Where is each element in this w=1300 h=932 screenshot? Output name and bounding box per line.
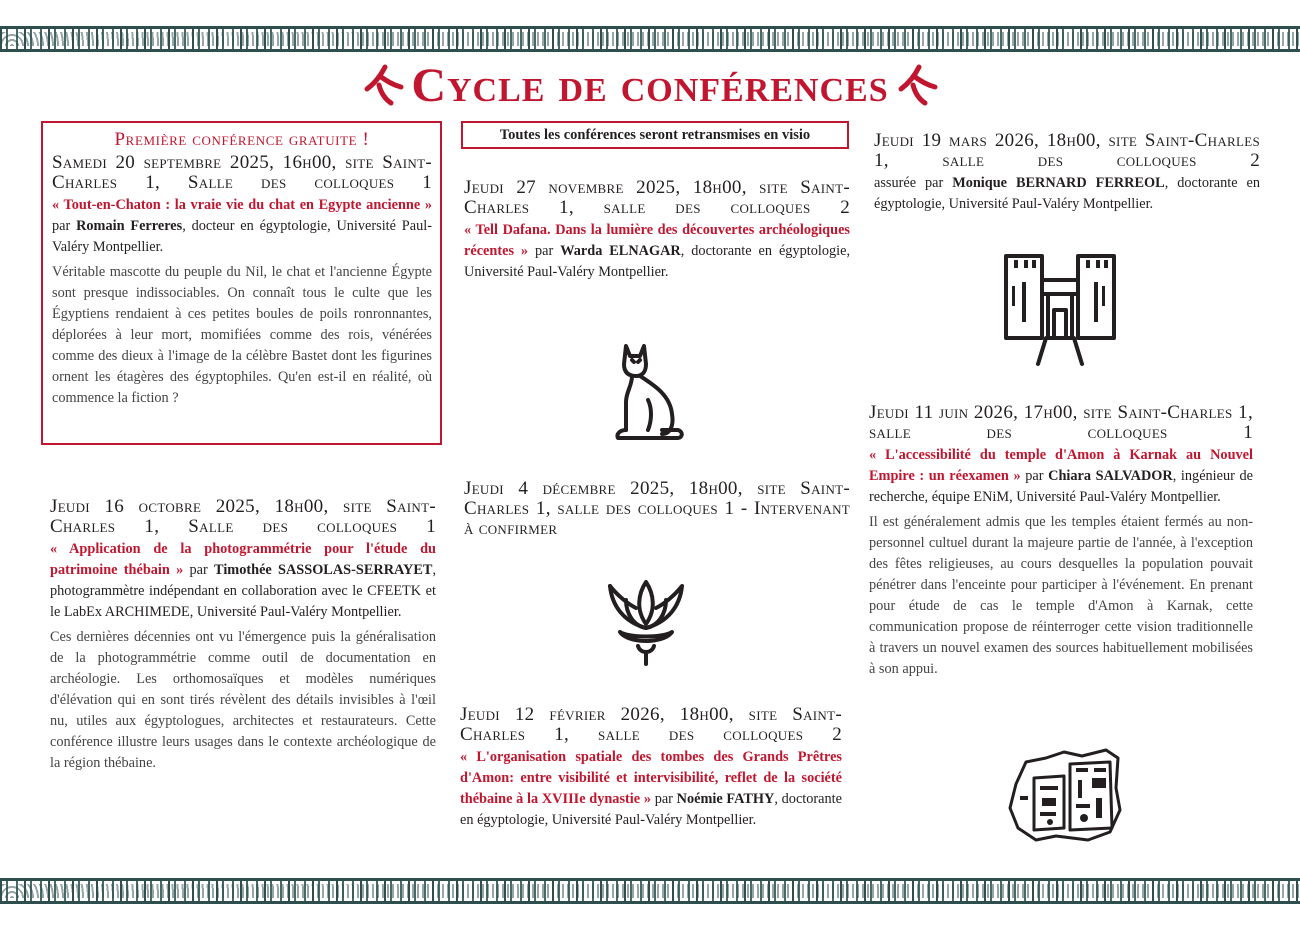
first-speaker: Romain Ferreres <box>76 218 183 234</box>
october-description: Ces dernières décennies ont vu l'émergence puis la généralisation de la photogrammétrie comme outil de documentation en archéologie. Les orthomosaïques et modèles numériques d'élévation qui en sont tirés révèlent des détails invisibles à l'œil nu, utiles aux égyptologues, architectes et restaurateurs. Cette conférence illustre leurs usages dans le contexte archéologique de la région thébaine. <box>50 629 436 771</box>
first-conference-date: Samedi 20 septembre 2025, 16h00, site Saint-Charles 1, Salle des colloques 1 <box>52 152 432 193</box>
june-description: Il est généralement admis que les temples étaient fermés au non-personnel cultuel durant la majeure partie de l'année, à l'exception des fêtes religieuses, au cours desquelles la population pouvait pénétrer dans l'enceinte pour participer à l'événement. En prenant pour étude de cas le temple d'Amon à Karnak, cette communication propose de réinterroger cette vision traditionnelle à travers un nouvel examen des sources habituellement mobilisées à son appui. <box>869 514 1253 677</box>
december-conference <box>464 479 850 539</box>
november-date: Jeudi 27 novembre 2025, 18h00, site Saint-Charles 1, salle des colloques 2 <box>464 177 850 218</box>
march-speaker: Monique BERNARD FERREOL <box>952 175 1165 191</box>
visio-notice: Toutes les conférences seront retransmises en visio <box>461 121 849 149</box>
march-date: Jeudi 19 mars 2026, 18h00, site Saint-Charles 1, salle des colloques 2 <box>874 130 1260 171</box>
temple-pylon-icon <box>1002 252 1118 368</box>
first-talk-title: « Tout-en-Chaton : la vraie vie du chat en Egypte ancienne » <box>52 197 432 213</box>
free-conference-header: Première conférence gratuite ! <box>114 129 370 150</box>
october-conference <box>50 497 436 774</box>
title-text: Cycle de conférences <box>411 59 889 112</box>
june-info: « L'accessibilité du temple d'Amon à Karnak au Nouvel Empire : un réexamen » par Chiara SALVADOR, ingénieur de recherche, équipe ENiM, Université Paul-Valéry Montpellier. <box>869 447 1254 505</box>
first-conference-description: Véritable mascotte du peuple du Nil, le chat et l'ancienne Égypte sont presque indissociables. On connaît tous le culte que les Égyptiens rendaient à ces petites boules de poils ronronnantes, déplorées à leur mort, momifiées comme des rois, vénérées comme des dieux à l'image de la célèbre Bastet dont les figurines ornent les étagères des égyptophiles. Qu'en est-il en réalité, où commence la fiction ? <box>52 264 432 406</box>
november-info: « Tell Dafana. Dans la lumière des découvertes archéologiques récentes » par Warda ELNAGAR, doctorante en égyptologie, Université Paul-Valéry Montpellier. <box>464 222 851 280</box>
bottom-decorative-border <box>0 878 1300 904</box>
december-date: Jeudi 4 décembre 2025, 18h00, site Saint-Charles 1, salle des colloques 1 - Intervenant à confirmer <box>464 478 850 539</box>
february-date: Jeudi 12 février 2026, 18h00, site Saint-Charles 1, salle des colloques 2 <box>460 704 842 745</box>
february-speaker: Noémie FATHY <box>676 791 775 807</box>
october-info: « Application de la photogrammétrie pour l'étude du patrimoine thébain » par Timothée SASSOLAS-SERRAYET, photogrammètre indépendant en collaboration avec le CFEETK et le LabEx ARCHIMEDE, Université Paul-Valéry Montpellier. <box>50 541 437 620</box>
november-speaker: Warda ELNAGAR <box>560 243 681 259</box>
lotus-icon <box>604 576 688 668</box>
november-conference <box>464 178 850 283</box>
june-talk-title: « L'accessibilité du temple d'Amon à Karnak au Nouvel Empire : un réexamen » <box>869 447 1253 484</box>
march-conference <box>874 131 1260 215</box>
cat-icon <box>612 340 686 446</box>
june-speaker: Chiara SALVADOR <box>1048 468 1173 484</box>
february-info: « L'organisation spatiale des tombes des Grands Prêtres d'Amon: entre visibilité et intervisibilité, reflet de la société thébaine à la XVIIIe dynastie » par Noémie FATHY, doctorante en égyptologie, Université Paul-Valéry Montpellier. <box>460 749 842 828</box>
first-conference-box <box>41 121 442 445</box>
first-conference-info: « Tout-en-Chaton : la vraie vie du chat en Egypte ancienne » par Romain Ferreres, docteur en égyptologie, Université Paul-Valéry Montpellier. <box>52 197 432 255</box>
october-speaker: Timothée SASSOLAS-SERRAYET <box>214 562 433 578</box>
march-info: assurée par Monique BERNARD FERREOL, doctorante en égyptologie, Université Paul-Valéry Montpellier. <box>874 175 1260 212</box>
hieroglyph-stele-icon <box>1006 748 1122 844</box>
ankh-glyph-left-icon <box>361 63 405 107</box>
june-date: Jeudi 11 juin 2026, 17h00, site Saint-Charles 1, salle des colloques 1 <box>869 402 1253 443</box>
february-talk-title: « L'organisation spatiale des tombes des Grands Prêtres d'Amon: entre visibilité et intervisibilité, reflet de la société thébaine à la XVIIIe dynastie » <box>460 749 842 807</box>
october-talk-title: « Application de la photogrammétrie pour l'étude du patrimoine thébain » <box>50 541 436 578</box>
november-talk-title: « Tell Dafana. Dans la lumière des découvertes archéologiques récentes » <box>464 222 850 259</box>
october-date: Jeudi 16 octobre 2025, 18h00, site Saint-Charles 1, Salle des colloques 1 <box>50 496 436 537</box>
february-conference <box>460 705 842 831</box>
ankh-glyph-right-icon <box>895 63 939 107</box>
june-conference <box>869 403 1253 680</box>
page-title <box>0 58 1300 114</box>
top-decorative-border <box>0 26 1300 52</box>
